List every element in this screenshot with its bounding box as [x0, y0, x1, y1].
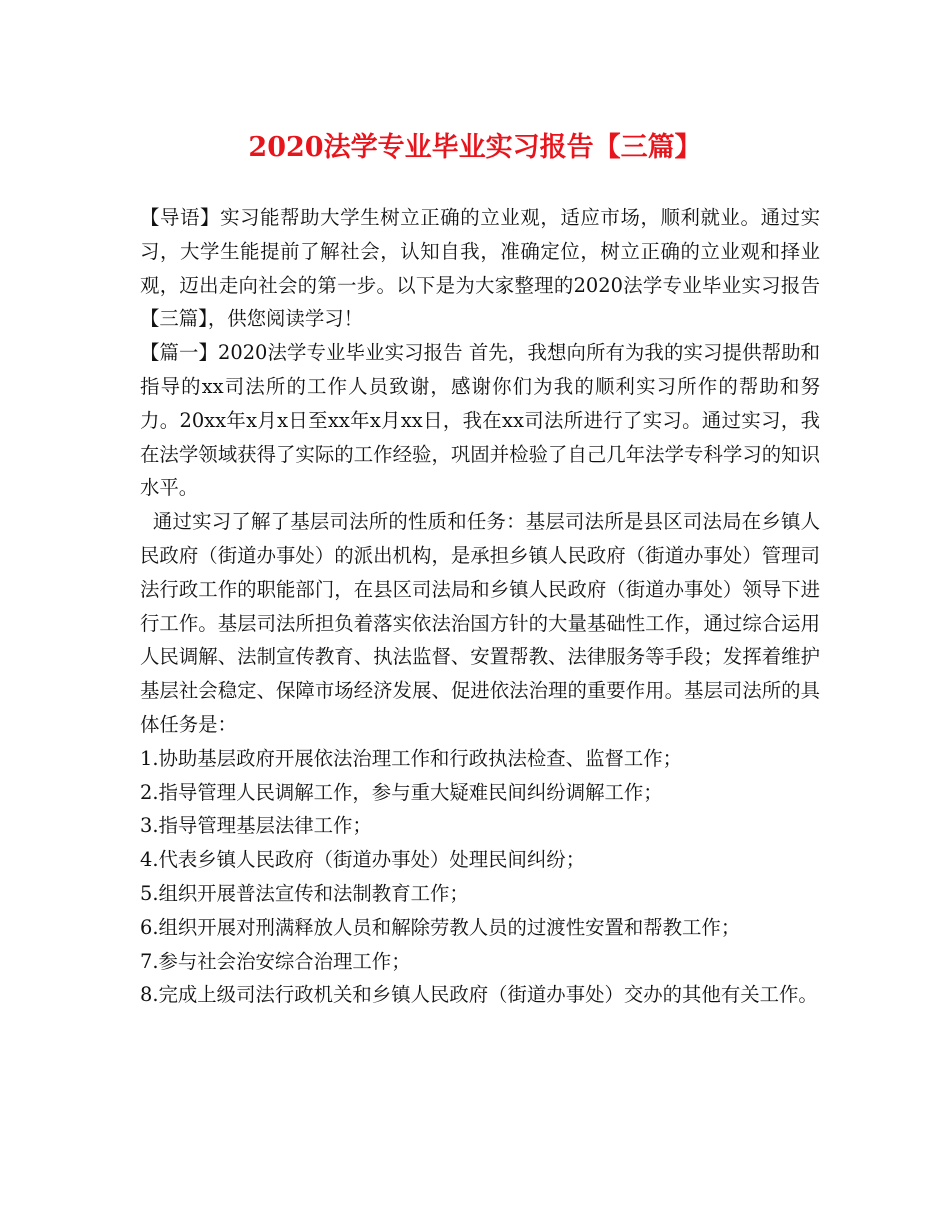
- intro-paragraph: 【导语】实习能帮助大学生树立正确的立业观，适应市场，顺利就业。通过实习，大学生能提前了解社会，认知自我，准确定位，树立正确的立业观和择业观，迈出走向社会的第一步。以下是为大家整理的2020法学专业毕业实习报告【三篇】，供您阅读学习！: [140, 206, 820, 331]
- judicial-office-paragraph: 通过实习了解了基层司法所的性质和任务：基层司法所是县区司法局在乡镇人民政府（街道办事处）的派出机构，是承担乡镇人民政府（街道办事处）管理司法行政工作的职能部门，在县区司法局和乡镇人民政府（街道办事处）领导下进行工作。基层司法所担负着落实依法治国方针的大量基础性工作，通过综合运用人民调解、法制宣传教育、执法监督、安置帮教、法律服务等手段；发挥着维护基层社会稳定、保障市场经济发展、促进依法治理的重要作用。基层司法所的具体任务是：: [140, 510, 821, 736]
- task-item-2: 2.指导管理人民调解工作，参与重大疑难民间纠纷调解工作；: [140, 780, 663, 804]
- part-one-paragraph: 【篇一】2020法学专业毕业实习报告 首先，我想向所有为我的实习提供帮助和指导的xx司法所的工作人员致谢，感谢你们为我的顺利实习所作的帮助和努力。20xx年x月x日至xx年x月xx日，我在xx司法所进行了实习。通过实习，我在法学领域获得了实际的工作经验，巩固并检验了自己几年法学专科学习的知识水平。: [140, 341, 820, 500]
- document-title: 2020法学专业毕业实习报告【三篇】: [248, 132, 702, 163]
- task-item-5: 5.组织开展普法宣传和法制教育工作；: [140, 881, 469, 905]
- document-body: [140, 201, 820, 1012]
- task-item-8: 8.完成上级司法行政机关和乡镇人民政府（街道办事处）交办的其他有关工作。: [140, 983, 818, 1007]
- task-item-3: 3.指导管理基层法律工作；: [140, 814, 372, 838]
- task-item-6: 6.组织开展对刑满释放人员和解除劳教人员的过渡性安置和帮教工作；: [140, 915, 741, 939]
- task-item-1: 1.协助基层政府开展依法治理工作和行政执法检查、监督工作；: [140, 746, 683, 770]
- task-item-7: 7.参与社会治安综合治理工作；: [140, 949, 411, 973]
- task-item-4: 4.代表乡镇人民政府（街道办事处）处理民间纠纷；: [140, 848, 586, 872]
